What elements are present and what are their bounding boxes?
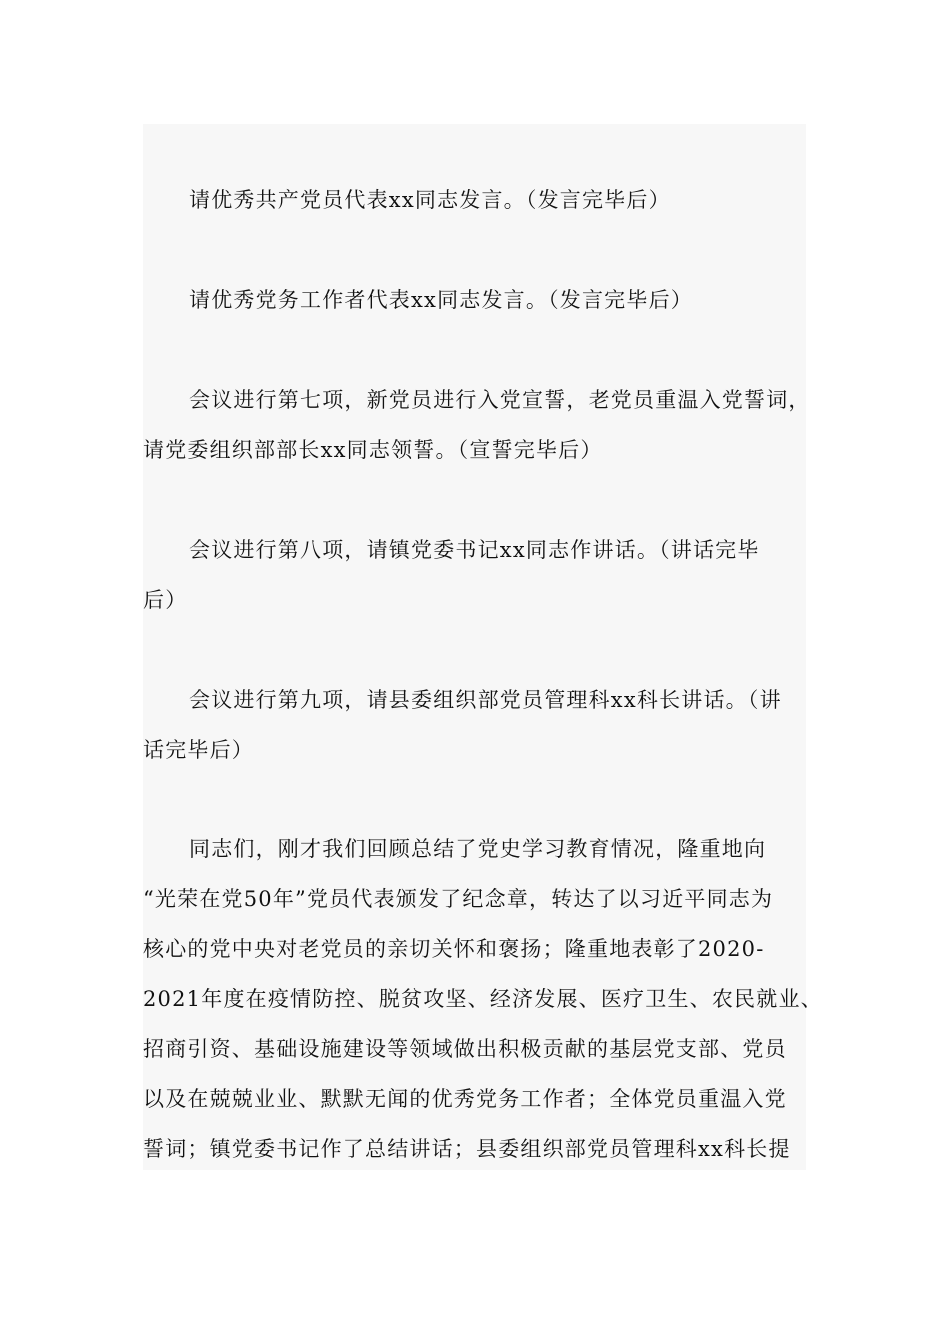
- paragraph-line: 会议进行第七项，新党员进行入党宣誓，老党员重温入党誓词，: [189, 388, 811, 412]
- document-page: [143, 124, 823, 1170]
- paragraph-line: 请优秀共产党员代表xx同志发言。（发言完毕后）: [189, 188, 671, 212]
- paragraph-item-eight: [143, 525, 806, 625]
- paragraph-line: 核心的党中央对老党员的亲切关怀和褒扬；隆重地表彰了2020-: [143, 937, 765, 961]
- paragraph-line: 誓词；镇党委书记作了总结讲话；县委组织部党员管理科xx科长提: [143, 1137, 791, 1161]
- paragraph-line: 以及在兢兢业业、默默无闻的优秀党务工作者；全体党员重温入党: [143, 1087, 787, 1111]
- paragraph-speech-party-worker: [143, 275, 806, 325]
- paragraph-line: 会议进行第九项，请县委组织部党员管理科xx科长讲话。（讲: [189, 688, 782, 712]
- paragraph-line: 请优秀党务工作者代表xx同志发言。（发言完毕后）: [189, 288, 693, 312]
- paragraph-line: 后）: [143, 588, 188, 612]
- paragraph-line: “光荣在党50年”党员代表颁发了纪念章，转达了以习近平同志为: [143, 887, 774, 911]
- paragraph-line: 请党委组织部部长xx同志领誓。（宣誓完毕后）: [143, 438, 603, 462]
- paragraph-line: 话完毕后）: [143, 738, 254, 762]
- paragraph-line: 招商引资、基础设施建设等领域做出积极贡献的基层党支部、党员: [143, 1037, 787, 1061]
- paragraph-item-seven: [143, 375, 811, 475]
- paragraph-speech-party-member: [143, 175, 806, 225]
- paragraph-line: 会议进行第八项，请镇党委书记xx同志作讲话。（讲话完毕: [189, 538, 760, 562]
- paragraph-line: 2021年度在疫情防控、脱贫攻坚、经济发展、医疗卫生、农民就业、: [143, 987, 823, 1011]
- paragraph-line: 同志们，刚才我们回顾总结了党史学习教育情况，隆重地向: [189, 837, 767, 861]
- paragraph-item-nine: [143, 675, 806, 775]
- paragraph-summary: [143, 824, 823, 1174]
